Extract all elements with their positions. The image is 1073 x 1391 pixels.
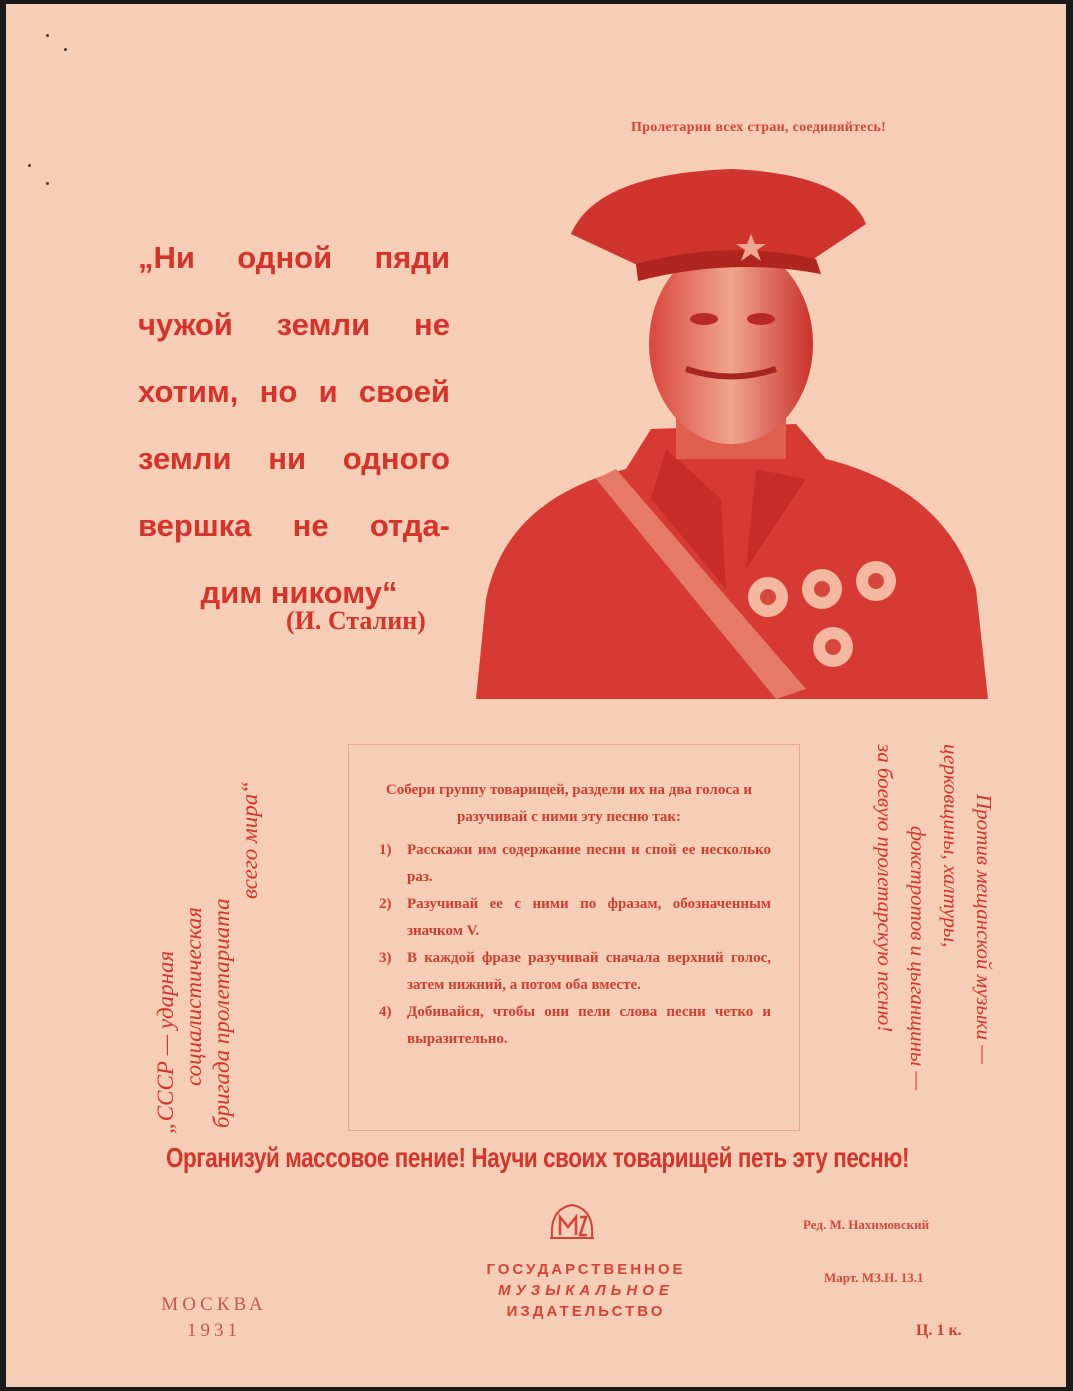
ussr-slogan-line: бригада пролетариата: [209, 898, 234, 1128]
music-slogan-line: церковщины, халтуры,: [939, 744, 963, 948]
imprint-year: 1931: [187, 1320, 241, 1341]
quote-line: вершка не отда-: [138, 508, 450, 543]
list-item: [379, 891, 771, 945]
imprint-city-year: [149, 1292, 279, 1344]
quote-line: хотим, но и своей: [138, 374, 450, 409]
quote-line: дим никому“: [200, 575, 398, 610]
quote-line: „Ни одной пяди: [138, 240, 450, 275]
editor-credit: Ред. М. Нахимовский: [803, 1217, 930, 1232]
music-slogan-line: фокстротов и цыганщины —: [906, 826, 930, 1091]
print-speck: [46, 182, 49, 185]
list-item: [379, 837, 771, 891]
ussr-slogan-line: „СССР — ударная: [153, 950, 178, 1134]
step-number: 1): [379, 842, 392, 858]
music-slogan-line: за боевую пролетарскую песню!: [873, 744, 897, 1033]
publisher-line: МУЗЫКАЛЬНОЕ: [498, 1282, 674, 1299]
instructions-intro: Собери группу товарищей, раздели их на два голоса и разучивай с ними эту песню так:: [385, 782, 753, 825]
catalog-number: Март. МЗ.Н. 13.1: [824, 1270, 924, 1285]
step-number: 2): [379, 896, 392, 912]
ussr-slogan-line: социалистическая: [181, 907, 206, 1086]
ussr-slogan-line: всего мира“: [237, 781, 262, 899]
publisher-name: [446, 1259, 726, 1322]
list-item: [379, 999, 771, 1053]
muzgiz-logo-icon: [546, 1199, 598, 1241]
step-text: В каждой фразе разучивай сначала верхний голос, затем нижний, а потом оба вместе.: [407, 950, 771, 993]
quote-attribution: (И. Сталин): [286, 606, 426, 635]
print-speck: [28, 164, 31, 167]
instructions-list: [349, 837, 799, 1053]
instructions-box: [348, 744, 800, 1131]
step-number: 3): [379, 950, 392, 966]
quote-line: земли ни одного: [138, 441, 450, 476]
price-label: Ц. 1 к.: [916, 1322, 962, 1339]
publisher-line: ГОСУДАРСТВЕННОЕ: [486, 1261, 686, 1278]
mass-singing-slogan: Организуй массовое пение! Научи своих товарищей петь эту песню!: [166, 1142, 910, 1173]
music-slogan-line: Против мещанской музыки —: [972, 794, 996, 1064]
step-text: Добивайся, чтобы они пели слова песни четко и выразительно.: [407, 1004, 771, 1047]
step-text: Расскажи им содержание песни и спой ее несколько раз.: [407, 842, 771, 885]
imprint-city: МОСКВА: [161, 1294, 267, 1315]
step-number: 4): [379, 1004, 392, 1020]
portrait-image: [476, 169, 988, 699]
print-speck: [64, 48, 67, 51]
list-item: [379, 945, 771, 999]
publisher-line: ИЗДАТЕЛЬСТВО: [506, 1303, 666, 1320]
leaflet-page: [6, 4, 1066, 1387]
quote-line: чужой земли не: [138, 307, 450, 342]
proletarian-motto: Пролетарии всех стран, соединяйтесь!: [631, 120, 887, 135]
step-text: Разучивай ее с ними по фразам, обозначенным значком V.: [407, 896, 771, 939]
print-speck: [46, 34, 49, 37]
stalin-quote: [138, 224, 450, 626]
